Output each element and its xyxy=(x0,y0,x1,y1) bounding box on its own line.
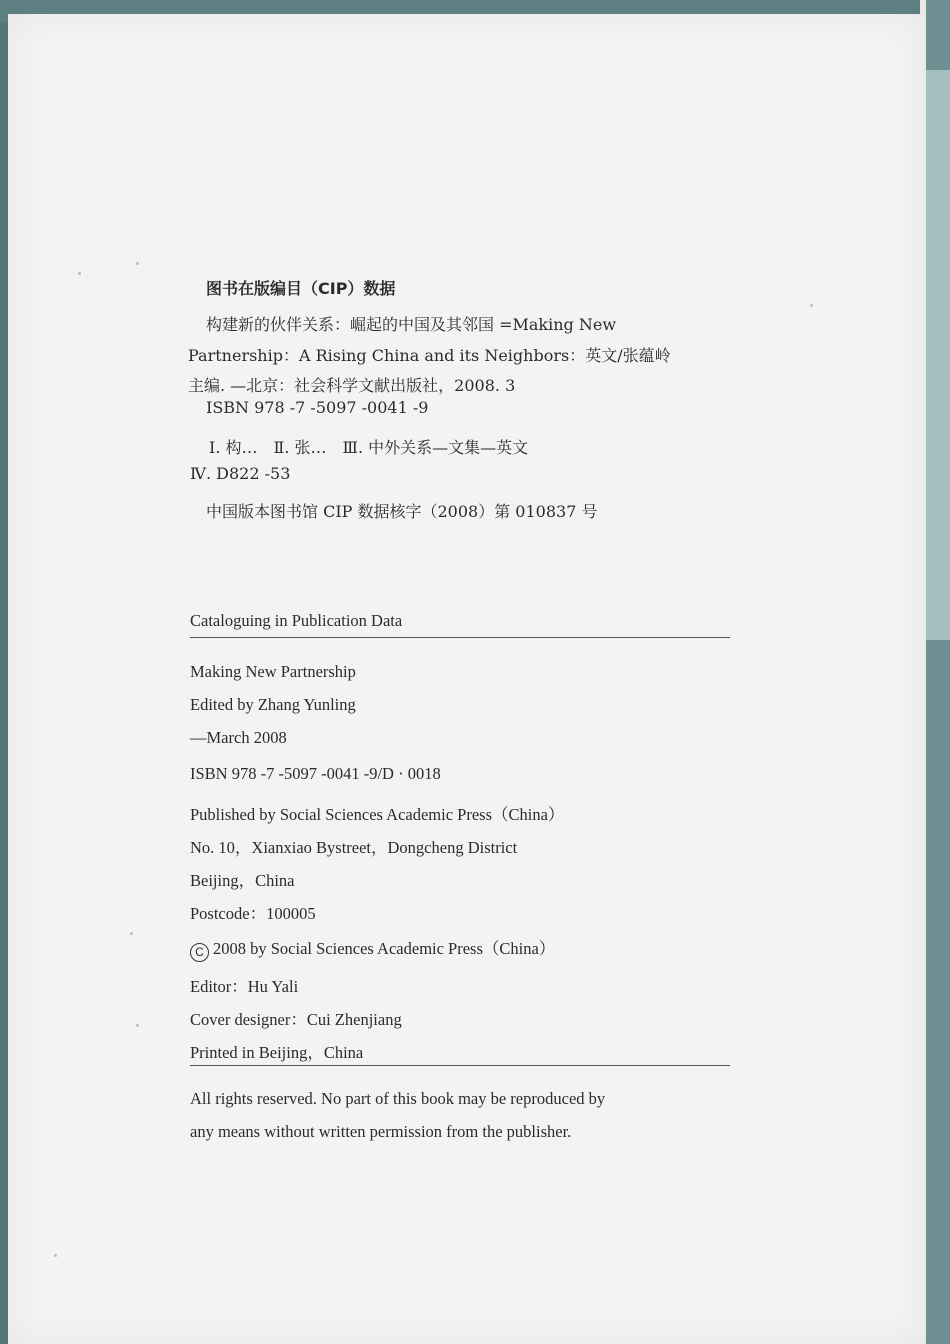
rights-line-2: any means without written permission from the publisher. xyxy=(190,1122,572,1141)
publisher-address: No. 10，Xianxiao Bystreet，Dongcheng District xyxy=(190,838,518,857)
cip-class-code: Ⅳ. D822 -53 xyxy=(190,464,291,483)
editor: Editor：Hu Yali xyxy=(190,977,299,996)
publisher: Published by Social Sciences Academic Press（China） xyxy=(190,805,565,824)
publisher-city: Beijing，China xyxy=(190,871,295,890)
scan-speck xyxy=(130,932,133,935)
book-editor-line: Edited by Zhang Yunling xyxy=(190,695,356,714)
cover-designer: Cover designer：Cui Zhenjiang xyxy=(190,1010,402,1029)
scan-speck xyxy=(136,1024,139,1027)
scan-speck xyxy=(54,1254,57,1257)
cip-title-line-1: 构建新的伙伴关系：崛起的中国及其邻国 =Making New xyxy=(206,315,617,334)
divider-bottom xyxy=(190,1065,730,1066)
scan-speck xyxy=(810,304,813,307)
cover-edge xyxy=(926,70,950,640)
cip-isbn-cn: ISBN 978 -7 -5097 -0041 -9 xyxy=(206,398,429,417)
cip-title-line-3: 主编. —北京：社会科学文献出版社，2008. 3 xyxy=(188,376,516,395)
postcode: Postcode：100005 xyxy=(190,904,316,923)
book-title: Making New Partnership xyxy=(190,662,356,681)
publication-date: —March 2008 xyxy=(190,728,287,747)
cip-title-line-2: Partnership：A Rising China and its Neighbors：英文/张蕴岭 xyxy=(188,346,671,365)
copyright-text: 2008 by Social Sciences Academic Press（China） xyxy=(213,939,556,958)
cip-heading-cn: 图书在版编目（CIP）数据 xyxy=(206,279,396,298)
copyright-line xyxy=(190,935,555,962)
cip-classification: Ⅰ. 构… Ⅱ. 张… Ⅲ. 中外关系—文集—英文 xyxy=(209,438,529,457)
scan-speck xyxy=(78,272,81,275)
rights-line-1: All rights reserved. No part of this book may be reproduced by xyxy=(190,1089,606,1108)
divider-top xyxy=(190,637,730,638)
printed-in: Printed in Beijing，China xyxy=(190,1043,364,1062)
cip-number: 中国版本图书馆 CIP 数据核字（2008）第 010837 号 xyxy=(206,502,598,521)
copyright-icon: C xyxy=(190,943,209,962)
isbn-en: ISBN 978 -7 -5097 -0041 -9/D · 0018 xyxy=(190,764,441,783)
book-page xyxy=(8,14,924,1344)
cip-heading-en: Cataloguing in Publication Data xyxy=(190,611,403,630)
scan-speck xyxy=(136,262,139,265)
